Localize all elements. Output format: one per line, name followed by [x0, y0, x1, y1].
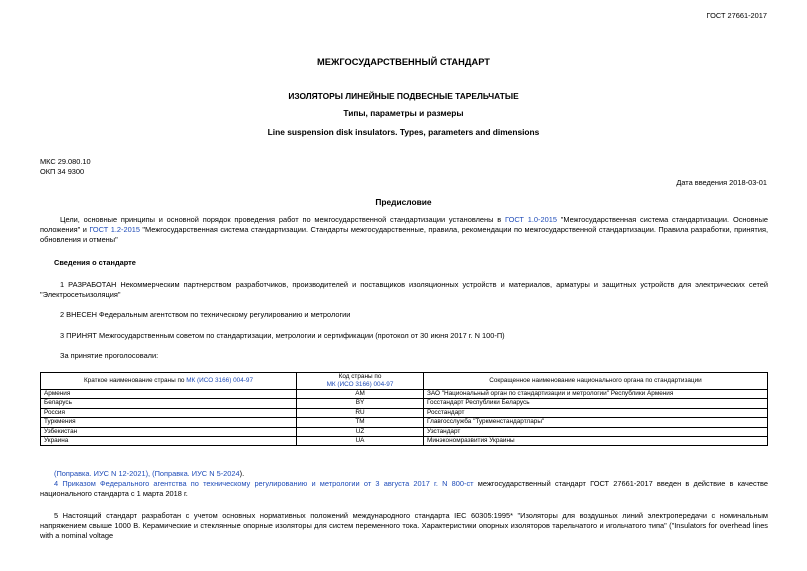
- table-row: [41, 427, 768, 436]
- intro-text-2: "Межгосударственная система стандартизации. Основные положения" и: [40, 215, 769, 234]
- item-submitted: 2 ВНЕСЕН Федеральным агентством по техническому регулированию и метрологии: [60, 310, 351, 319]
- item-put-into-effect: [40, 479, 768, 499]
- preface-heading: Предисловие: [375, 197, 432, 207]
- table-cell-country: Украина: [41, 437, 297, 446]
- item-developed: 1 РАЗРАБОТАН Некоммерческим партнерством разработчиков, производителей и поставщиков изоляционных устройств и материалов, арматуры и защитных устройств для электрических сетей "Электросетьизоляция": [40, 280, 768, 299]
- document-subtitle: Типы, параметры и размеры: [343, 108, 464, 118]
- mks-code: МКС 29.080.10: [40, 157, 91, 166]
- table-cell-country: Узбекистан: [41, 427, 297, 436]
- english-title: Line suspension disk insulators. Types, parameters and dimensions: [267, 127, 540, 137]
- table-cell-country: Беларусь: [41, 399, 297, 408]
- header-country-text: Краткое наименование страны по: [83, 377, 187, 385]
- header-code-text: Код страны по: [338, 373, 382, 381]
- table-row: [41, 437, 768, 446]
- table-row: [41, 390, 768, 399]
- table-cell-code: BY: [297, 399, 424, 408]
- table-cell-body: ЗАО "Национальный орган по стандартизации и метрологии" Республики Армения: [424, 390, 768, 399]
- header-country-code: [297, 373, 424, 390]
- intro-text-3: "Межгосударственная система стандартизации. Стандарты межгосударственные, правила, рекомендации по межгосударственной стандартизации. Правила разработки, принятия, обновления и отмены": [40, 224, 769, 244]
- item4-text: межгосударственный стандарт ГОСТ 27661-2017 введен в действие в качестве национального стандарта с 1 марта 2018 г.: [40, 479, 768, 498]
- table-cell-country: Армения: [41, 390, 297, 399]
- table-cell-body: Узстандарт: [424, 427, 768, 436]
- introduction-date: Дата введения 2018-03-01: [676, 178, 767, 187]
- mk-iso-link-1[interactable]: МК (ИСО 3166) 004-97: [186, 377, 254, 385]
- table-cell-body: Главгосслужба "Туркменстандартлары": [424, 418, 768, 427]
- document-title: ИЗОЛЯТОРЫ ЛИНЕЙНЫЕ ПОДВЕСНЫЕ ТАРЕЛЬЧАТЫЕ: [288, 91, 519, 101]
- table-cell-code: TM: [297, 418, 424, 427]
- standard-heading: МЕЖГОСУДАРСТВЕННЫЙ СТАНДАРТ: [317, 57, 490, 67]
- amendments-line: [40, 469, 768, 479]
- about-standard-heading: Сведения о стандарте: [54, 258, 136, 267]
- table-cell-country: Туркмения: [41, 418, 297, 427]
- amend-close: ).: [239, 469, 245, 478]
- header-national-body: Сокращенное наименование национального органа по стандартизации: [424, 373, 768, 390]
- table-cell-country: Россия: [41, 408, 297, 417]
- table-cell-code: RU: [297, 408, 424, 417]
- item-iec-basis: 5 Настоящий стандарт разработан с учетом основных нормативных положений международного стандарта IEC 60305:1995* "Изоляторы для воздушных линий электропередачи с номинальным напряжением свыше 1000 В. Керамические и стеклянные опорные изоляторы для систем переменного тока. Характеристики опорных изоляторов тарельчатого и игольчатого типа" ("Insulators for overhead lines with a nominal voltage: [40, 511, 768, 540]
- order-link-800-st[interactable]: Приказом Федерального агентства по техническому регулированию и метрологии от 3 августа 2017 г. N 800-ст: [62, 479, 474, 488]
- table-cell-code: UZ: [297, 427, 424, 436]
- voted-label: За принятие проголосовали:: [60, 351, 159, 360]
- amend-open: (: [54, 469, 57, 478]
- mk-iso-link-2[interactable]: МК (ИСО 3166) 004-97: [326, 381, 394, 388]
- amendment-link-5-2024[interactable]: Поправка. ИУС N 5-2024: [154, 469, 240, 478]
- gost-1-0-link[interactable]: ГОСТ 1.0-2015: [504, 215, 557, 224]
- gost-1-2-link[interactable]: ГОСТ 1.2-2015: [89, 224, 140, 234]
- item4-number: 4: [54, 479, 63, 488]
- table-row: [41, 399, 768, 408]
- table-header-row: [41, 373, 768, 390]
- table-cell-body: Росстандарт: [424, 408, 768, 417]
- table-cell-code: AM: [297, 390, 424, 399]
- table-cell-body: Госстандарт Республики Беларусь: [424, 399, 768, 408]
- table-cell-code: UA: [297, 437, 424, 446]
- table-cell-body: Минэкономразвития Украины: [424, 437, 768, 446]
- preface-intro-paragraph: [40, 215, 768, 244]
- okp-code: ОКП 34 9300: [40, 167, 85, 176]
- table-row: [41, 418, 768, 427]
- intro-text-1: Цели, основные принципы и основной порядок проведения работ по межгосударственной стандартизации установлены в: [60, 215, 505, 224]
- amendment-link-12-2021[interactable]: Поправка. ИУС N 12-2021: [56, 469, 146, 478]
- item-adopted: 3 ПРИНЯТ Межгосударственным советом по стандартизации, метрологии и сертификации (протокол от 30 июня 2017 г. N 100-П): [60, 331, 505, 340]
- header-country-name: [41, 373, 297, 390]
- document-code: ГОСТ 27661-2017: [706, 11, 767, 20]
- voting-table: [40, 372, 768, 446]
- table-row: [41, 408, 768, 417]
- amend-mid: ), (: [145, 469, 155, 478]
